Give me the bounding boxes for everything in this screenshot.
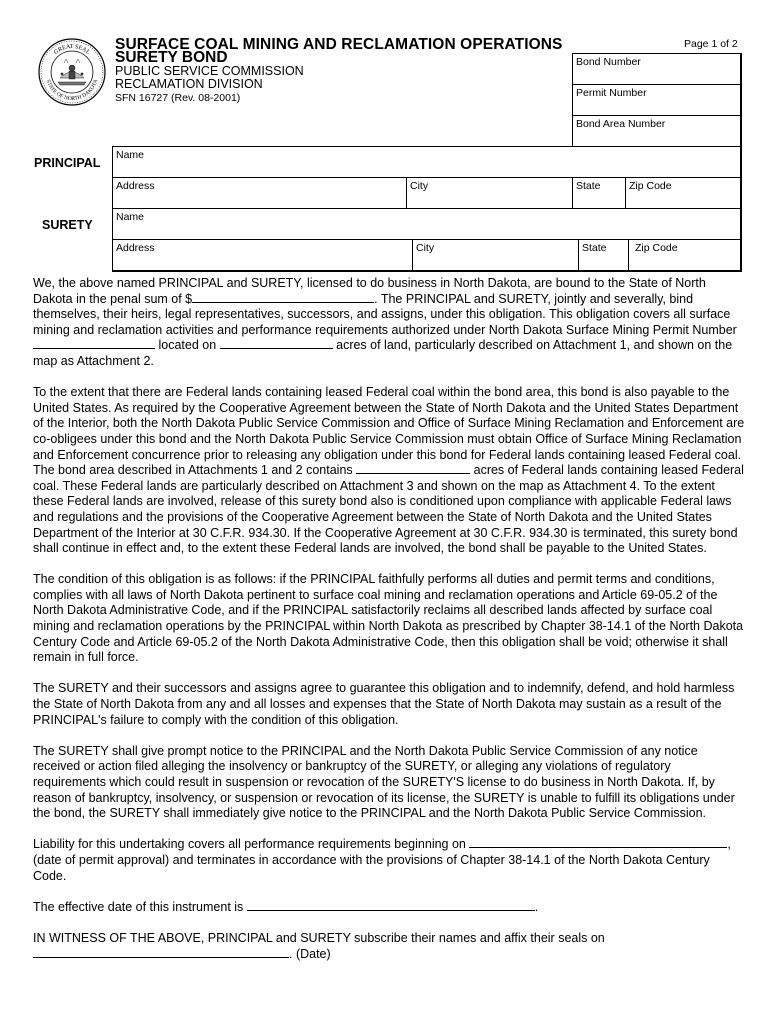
state-seal-icon (38, 38, 106, 106)
surety-zip-field[interactable] (629, 240, 740, 270)
principal-heading: PRINCIPAL (34, 156, 101, 170)
principal-address-field[interactable] (113, 178, 406, 208)
surety-city-label: City (416, 242, 435, 254)
principal-zip-field[interactable] (626, 178, 740, 208)
paragraph-witness: IN WITNESS OF THE ABOVE, PRINCIPAL and SURETY subscribe their names and affix their seals on . (Date) (33, 930, 605, 961)
division-name: RECLAMATION DIVISION (115, 77, 263, 91)
surety-heading: SURETY (42, 218, 93, 232)
bond-number-field[interactable] (573, 54, 740, 84)
principal-name-label: Name (116, 149, 145, 161)
form-number: SFN 16727 (Rev. 08-2001) (115, 92, 241, 104)
bond-terms (33, 276, 745, 978)
svg-text:GREAT SEAL: GREAT SEAL (53, 43, 91, 56)
effective-date-blank[interactable] (247, 900, 535, 911)
page-indicator: Page 1 of 2 (684, 38, 738, 50)
principal-address-label: Address (116, 180, 155, 192)
witness-date-blank[interactable] (33, 947, 289, 958)
principal-name-field[interactable] (113, 147, 740, 177)
surety-state-label: State (582, 242, 607, 254)
permit-number-label: Permit Number (576, 87, 647, 99)
agency-name: PUBLIC SERVICE COMMISSION (115, 64, 304, 78)
surety-city-field[interactable] (413, 240, 578, 270)
bond-area-number-field[interactable] (573, 116, 740, 146)
paragraph-obligation: We, the above named PRINCIPAL and SURETY, licensed to do business in North Dakota, are bound to the State of North Dakota in the penal sum of $ . The PRINCIPAL and SURETY, jointly and severally, bind themselves, their heirs, legal representatives, successors, and assigns, under this obligation. This obligation covers all surface mining and reclamation activities and performance requirements authorized under North Dakota Surface Mining Permit Number located on acres of land, particularly described on Attachment 1, and shown on the map as Attachment 2. (33, 276, 737, 368)
federal-acres-blank[interactable] (356, 463, 470, 474)
principal-city-field[interactable] (407, 178, 572, 208)
penal-sum-blank[interactable] (192, 292, 374, 303)
paragraph-condition: The condition of this obligation is as follows: if the PRINCIPAL faithfully performs all duties and permit terms and conditions, complies with all laws of North Dakota pertinent to surface coal mining and reclamation operations and Article 69-05.2 of the North Dakota Administrative Code, and if the PRINCIPAL satisfactorily reclaims all described lands affected by surface coal mining and reclamation operations by the PRINCIPAL within North Dakota as prescribed by Chapter 38-14.1 of the North Dakota Century Code and Article 69-05.2 of the North Dakota Administrative Code, then this obligation shall be void; otherwise it shall remain in full force. (33, 572, 744, 665)
permit-number-field[interactable] (573, 85, 740, 115)
acres-blank[interactable] (220, 338, 333, 349)
paragraph-liability: Liability for this undertaking covers all performance requirements beginning on , (date of permit approval) and terminates in accordance with the provisions of Chapter 38-14.1 of the North Dakota Century Code. (33, 837, 731, 883)
svg-text:STATE OF NORTH DAKOTA: STATE OF NORTH DAKOTA (44, 78, 100, 103)
permit-approval-date-blank[interactable] (469, 837, 727, 848)
permit-number-blank[interactable] (33, 338, 155, 349)
form-title: SURFACE COAL MINING AND RECLAMATION OPERATIONS (115, 36, 563, 53)
principal-zip-label: Zip Code (629, 180, 672, 192)
bond-area-number-label: Bond Area Number (576, 118, 666, 130)
paragraph-effective-date: The effective date of this instrument is . (33, 899, 539, 914)
paragraph-federal-lands: To the extent that there are Federal lands containing leased Federal coal within the bond area, this bond is also payable to the United States. As required by the Cooperative Agreement between the State of North Dakota and the United States Department of the Interior, both the North Dakota Public Service Commission and Office of Surface Mining Reclamation and Enforcement are co-obligees under this bond and the North Dakota Public Service Commission must obtain Office of Surface Mining Reclamation and Enforcement concurrence prior to releasing any obligation under this bond for Federal lands containing leased Federal coal. The bond area described in Attachments 1 and 2 contains acres of Federal lands containing leased Federal coal. These Federal lands are particularly described on Attachment 3 and shown on the map as Attachment 4. To the extent these Federal lands are involved, release of this surety bond also is conditioned upon compliance with applicable Federal laws and regulations and the provisions of the Cooperative Agreement between the State of North Dakota and the United States Department of the Interior at 30 C.F.R. 934.30. If the Cooperative Agreement at 30 C.F.R. 934.30 is terminated, this surety bond shall continue in effect and, to the extent these Federal lands are involved, the bond shall be payable to the United States. (33, 385, 745, 556)
surety-name-label: Name (116, 211, 145, 223)
bond-number-label: Bond Number (576, 56, 641, 68)
surety-state-field[interactable] (579, 240, 628, 270)
principal-state-field[interactable] (573, 178, 625, 208)
paragraph-notice: The SURETY shall give prompt notice to the PRINCIPAL and the North Dakota Public Service Commission of any notice received or action filed alleging the insolvency or bankruptcy of the SURETY, or alleging any violations of regulatory requirements which could result in suspension or revocation of the SURETY'S license to do business in North Dakota. If, by reason of bankruptcy, insolvency, or suspension or revocation of its license, the SURETY is unable to fulfill its obligations under the bond, the SURETY shall immediately give notice to the PRINCIPAL and the North Dakota Public Service Commission. (33, 743, 735, 821)
form-subtitle: SURETY BOND (115, 49, 228, 66)
paragraph-indemnify: The SURETY and their successors and assigns agree to guarantee this obligation and to indemnify, defend, and hold harmless the State of North Dakota from any and all losses and expenses that the State of North Dakota may sustain as a result of the PRINCIPAL's failure to comply with the condition of this obligation. (33, 681, 735, 727)
surety-name-field[interactable] (113, 209, 740, 239)
divider (112, 270, 742, 272)
principal-city-label: City (410, 180, 429, 192)
surety-address-label: Address (116, 242, 155, 254)
surety-address-field[interactable] (113, 240, 412, 270)
surety-zip-label: Zip Code (635, 242, 678, 254)
principal-state-label: State (576, 180, 601, 192)
